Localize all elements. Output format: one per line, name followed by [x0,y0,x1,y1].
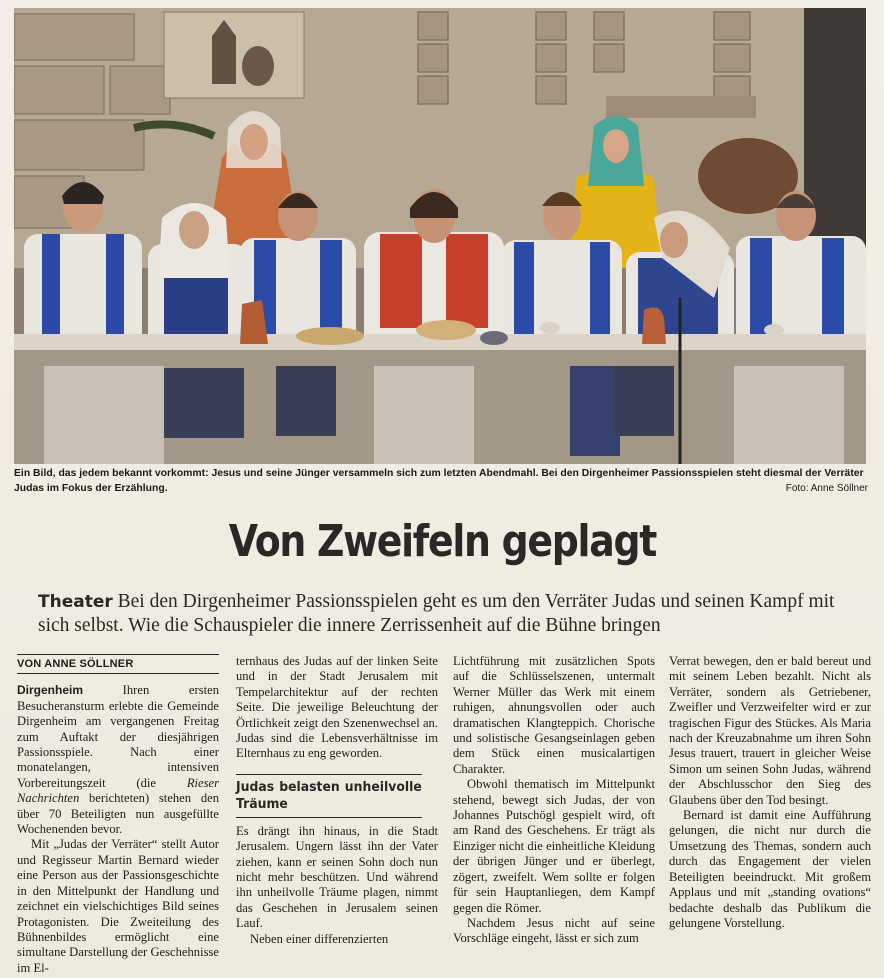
article-column-3 [453,654,655,947]
publication-name: Rieser Nachrichten [17,775,219,806]
paragraph: Nachdem Jesus nicht auf seine Vorschläge eingeht, lässt er sich zum [453,915,655,946]
paragraph: Mit „Judas der Verräter“ stellt Autor und Regisseur Martin Bernard wieder eine Person aus der Passionsgeschichte in den Mittelpunkt der Handlung und zeichnet ein vielschichtiges Bild seines Protagonisten. Die Zweiteilung des Bühnenbildes ermöglicht eine simultane Darstellung der Geschehnisse im El- [17,837,219,975]
subhead-kicker: Theater [38,592,113,612]
paragraph: Bernard ist damit eine Aufführung gelungen, die nicht nur durch die Umsetzung des Themas, sondern auch durch das Engagement der vielen Beteiligten beeindruckt. Mit großem Applaus und mit „standing ovations“ bedachte deshalb das Publikum die gelungene Vorstellung. [669,808,871,930]
paragraph-text: Ihren ersten Besucheransturm erlebte die Gemeinde Dirgenheim am vergangenen Freitag zum Auftakt der diesjährigen Passionsspiele. Nach einer monatelangen, intensiven Vorbereitungszeit (die [17,683,219,790]
photo-caption [14,466,874,496]
article-column-1 [17,654,219,976]
paragraph: Obwohl thematisch im Mittelpunkt stehend, bewegt sich Judas, der von Johannes Putschögl gespielt wird, oft am Rand des Geschehens. Er trägt als Einziger nicht die einheitliche Kleidung der übrigen Jünger und er überlegt, zögert, zweifelt. Wem sollte er folgen für sein Hauptanliegen, dem Kampf gegen die Römer. [453,777,655,915]
paragraph: Es drängt ihn hinaus, in die Stadt Jerusalem. Ungern lässt ihn der Vater ziehen, kann er seinen Sohn doch nun nicht mehr beschützen. Und während ihn unheilvolle Träume plagen, nimmt das Geschehen in Jerusalem seinen Lauf. [236,823,438,931]
author-byline: VON ANNE SÖLLNER [17,654,219,674]
article-column-2 [236,654,438,947]
paragraph: Verrat bewegen, den er bald bereut und mit seinem Leben bezahlt. Nicht als Verräter, sondern als Getriebener, Zweifler und Verzweifelter wird er zur tragischen Figur des Stückes. Als Maria nach der Kreuzabnahme um ihren Sohn Jesus trauert, trauert in gleicher Weise Simon um seinen Sohn Judas, während der Abschlusschor den Sieg des Glaubens über den Tod besingt. [669,654,871,807]
caption-text: Ein Bild, das jedem bekannt vorkommt: Jesus und seine Jünger versammeln sich zum letzten Abendmahl. Bei den Dirgenheimer Passionsspielen steht diesmal der Verräter Judas im Fokus der Erzählung. [14,468,864,494]
section-subtitle: Judas belasten unheilvolle Träume [236,774,422,818]
paragraph: Neben einer differenzierten [250,931,389,946]
paragraph-text: berichteten) stehen den über 70 Beteiligten nun ausgefüllte Wochenenden bevor. [17,791,219,837]
subhead-text: Bei den Dirgenheimer Passionsspielen geht es um den Verräter Judas und seinen Kampf mit sich selbst. Wie die Schauspieler die innere Zerrissenheit auf die Bühne bringen [38,591,835,636]
photograph-icon [14,8,866,464]
photo-credit: Foto: Anne Söllner [785,483,868,494]
article-column-4 [669,654,871,931]
headline: Von Zweifeln geplagt [228,516,657,567]
dateline: Dirgenheim [17,683,84,698]
paragraph [17,683,219,837]
subheadline [38,590,858,638]
paragraph: ternhaus des Judas auf der linken Seite und in der Stadt Jerusalem mit Tempelarchitektur auf der rechten Seite. Die jeweilige Beleuchtung der Örtlichkeit zeigt den Szenenwechsel an. Judas sind die Lebensverhältnisse im Elternhaus zu eng geworden. [236,654,438,761]
paragraph: Lichtführung mit zusätzlichen Spots auf die Schlüsselszenen, untermalt Werner Müller das Werk mit einem ruhigen, ahnungsvollen oder auch dramatischen Klangteppich. Chorische und solistische Gesangseinlagen geben dem Stück einen musicalartigen Charakter. [453,654,655,776]
stage-photo [14,8,866,464]
